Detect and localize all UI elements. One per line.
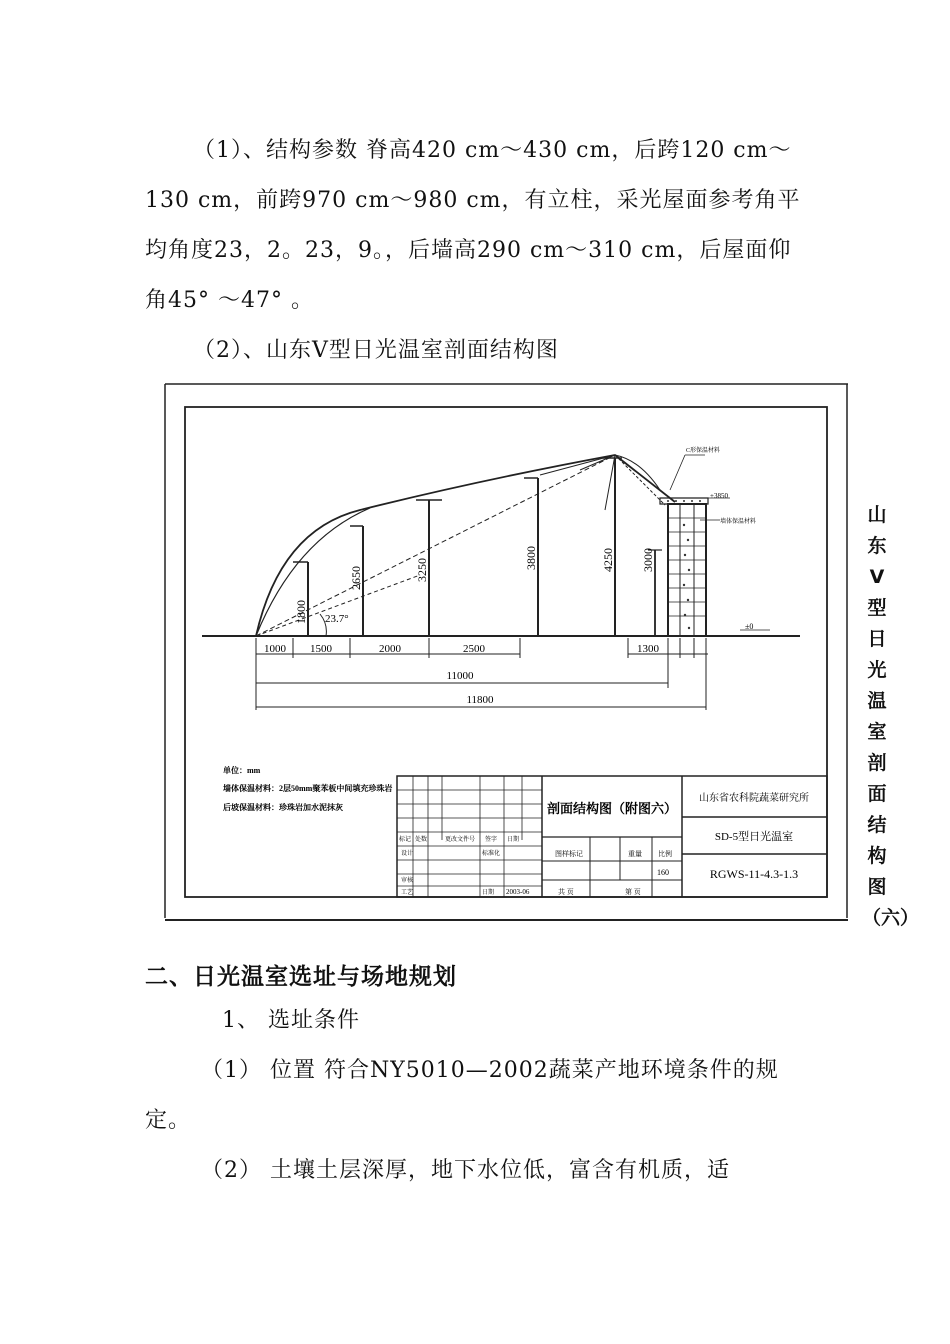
date-label: 日期 (482, 890, 495, 896)
dim-2000: 2000 (379, 643, 401, 655)
drawing-name: 剖面结构图（附图六） (546, 801, 678, 816)
dim-2500: 2500 (463, 643, 485, 655)
dim-1000: 1000 (264, 643, 286, 655)
roof-angle-line (256, 455, 615, 636)
col-doc: 更改文件号 (445, 837, 476, 843)
post-height-3: 3250 (415, 558, 429, 582)
dim-total-inner: 11000 (446, 670, 474, 682)
greenhouse-section-drawing (160, 380, 850, 925)
sheet-no: 第 页 (625, 888, 641, 896)
dim-total-outer: 11800 (466, 694, 494, 706)
post-height-2: 2650 (349, 566, 363, 590)
weight-label: 重量 (628, 850, 642, 858)
wall-label: 墙体保温材料 (720, 519, 757, 525)
row-review: 审核 (401, 878, 414, 884)
row-standard: 标准化 (482, 851, 501, 857)
ridge-level: +3850 (710, 492, 728, 500)
post-height-1: 1800 (294, 600, 308, 624)
col-sign: 签字 (485, 837, 498, 843)
mark-label: 图样标记 (555, 850, 583, 858)
scale-label: 比例 (658, 850, 672, 858)
date-value: 2003-06 (506, 888, 530, 896)
section-heading: 二、日光温室选址与场地规划 (145, 964, 457, 990)
site-conditions-item: 1、 选址条件 (222, 1008, 360, 1033)
angle-label: 23.7° (325, 613, 349, 625)
structure-params-paragraph: （1）、结构参数 脊高420 cm～430 cm，后跨120 cm～130 cm，前跨970 cm～980 cm，有立柱，采光屋面参考角平均角度23，2。23，9。，后墙高290 cm～310 cm，后屋面仰角45° ～47° 。 (145, 138, 801, 313)
location-paragraph: （1） 位置 符合NY5010—2002蔬菜产地环境条件的规定。 (145, 1058, 779, 1133)
post-height-5: 4250 (601, 548, 615, 572)
col-date: 日期 (507, 837, 520, 843)
dim-1500: 1500 (310, 643, 332, 655)
post-height-6: 3000 (641, 548, 655, 572)
top-right-label: C形保温材料 (686, 448, 721, 454)
note-unit: 单位：mm (223, 766, 261, 775)
dim-1300: 1300 (637, 643, 659, 655)
back-roof (615, 455, 675, 502)
note-roof: 后坡保温材料：珍珠岩加水泥抹灰 (223, 803, 343, 812)
row-design: 设计 (401, 851, 414, 857)
drawing-number: RGWS-11-4.3-1.3 (709, 867, 799, 881)
post-height-4: 3800 (524, 546, 538, 570)
ground-level: ±0 (745, 622, 754, 631)
note-wall: 墙体保温材料：2层50mm聚苯板中间填充珍珠岩 (223, 784, 393, 793)
col-mark: 标记 (399, 837, 412, 843)
soil-paragraph: （2） 土壤土层深厚，地下水位低，富含有机质，适 (201, 1158, 730, 1183)
figure-caption: （2）、山东Ⅴ型日光温室剖面结构图 (193, 338, 559, 363)
col-count: 处数 (415, 837, 428, 843)
institute-name: 山东省农科院蔬菜研究所 (699, 793, 809, 804)
greenhouse-model: SD-5型日光温室 (714, 831, 794, 843)
scale-value: 160 (657, 868, 669, 877)
sheet-total: 共 页 (558, 888, 574, 896)
row-process: 工艺 (401, 890, 414, 896)
side-vertical-title: 山东Ⅴ型日光温室剖面结构图（六） (862, 504, 920, 929)
